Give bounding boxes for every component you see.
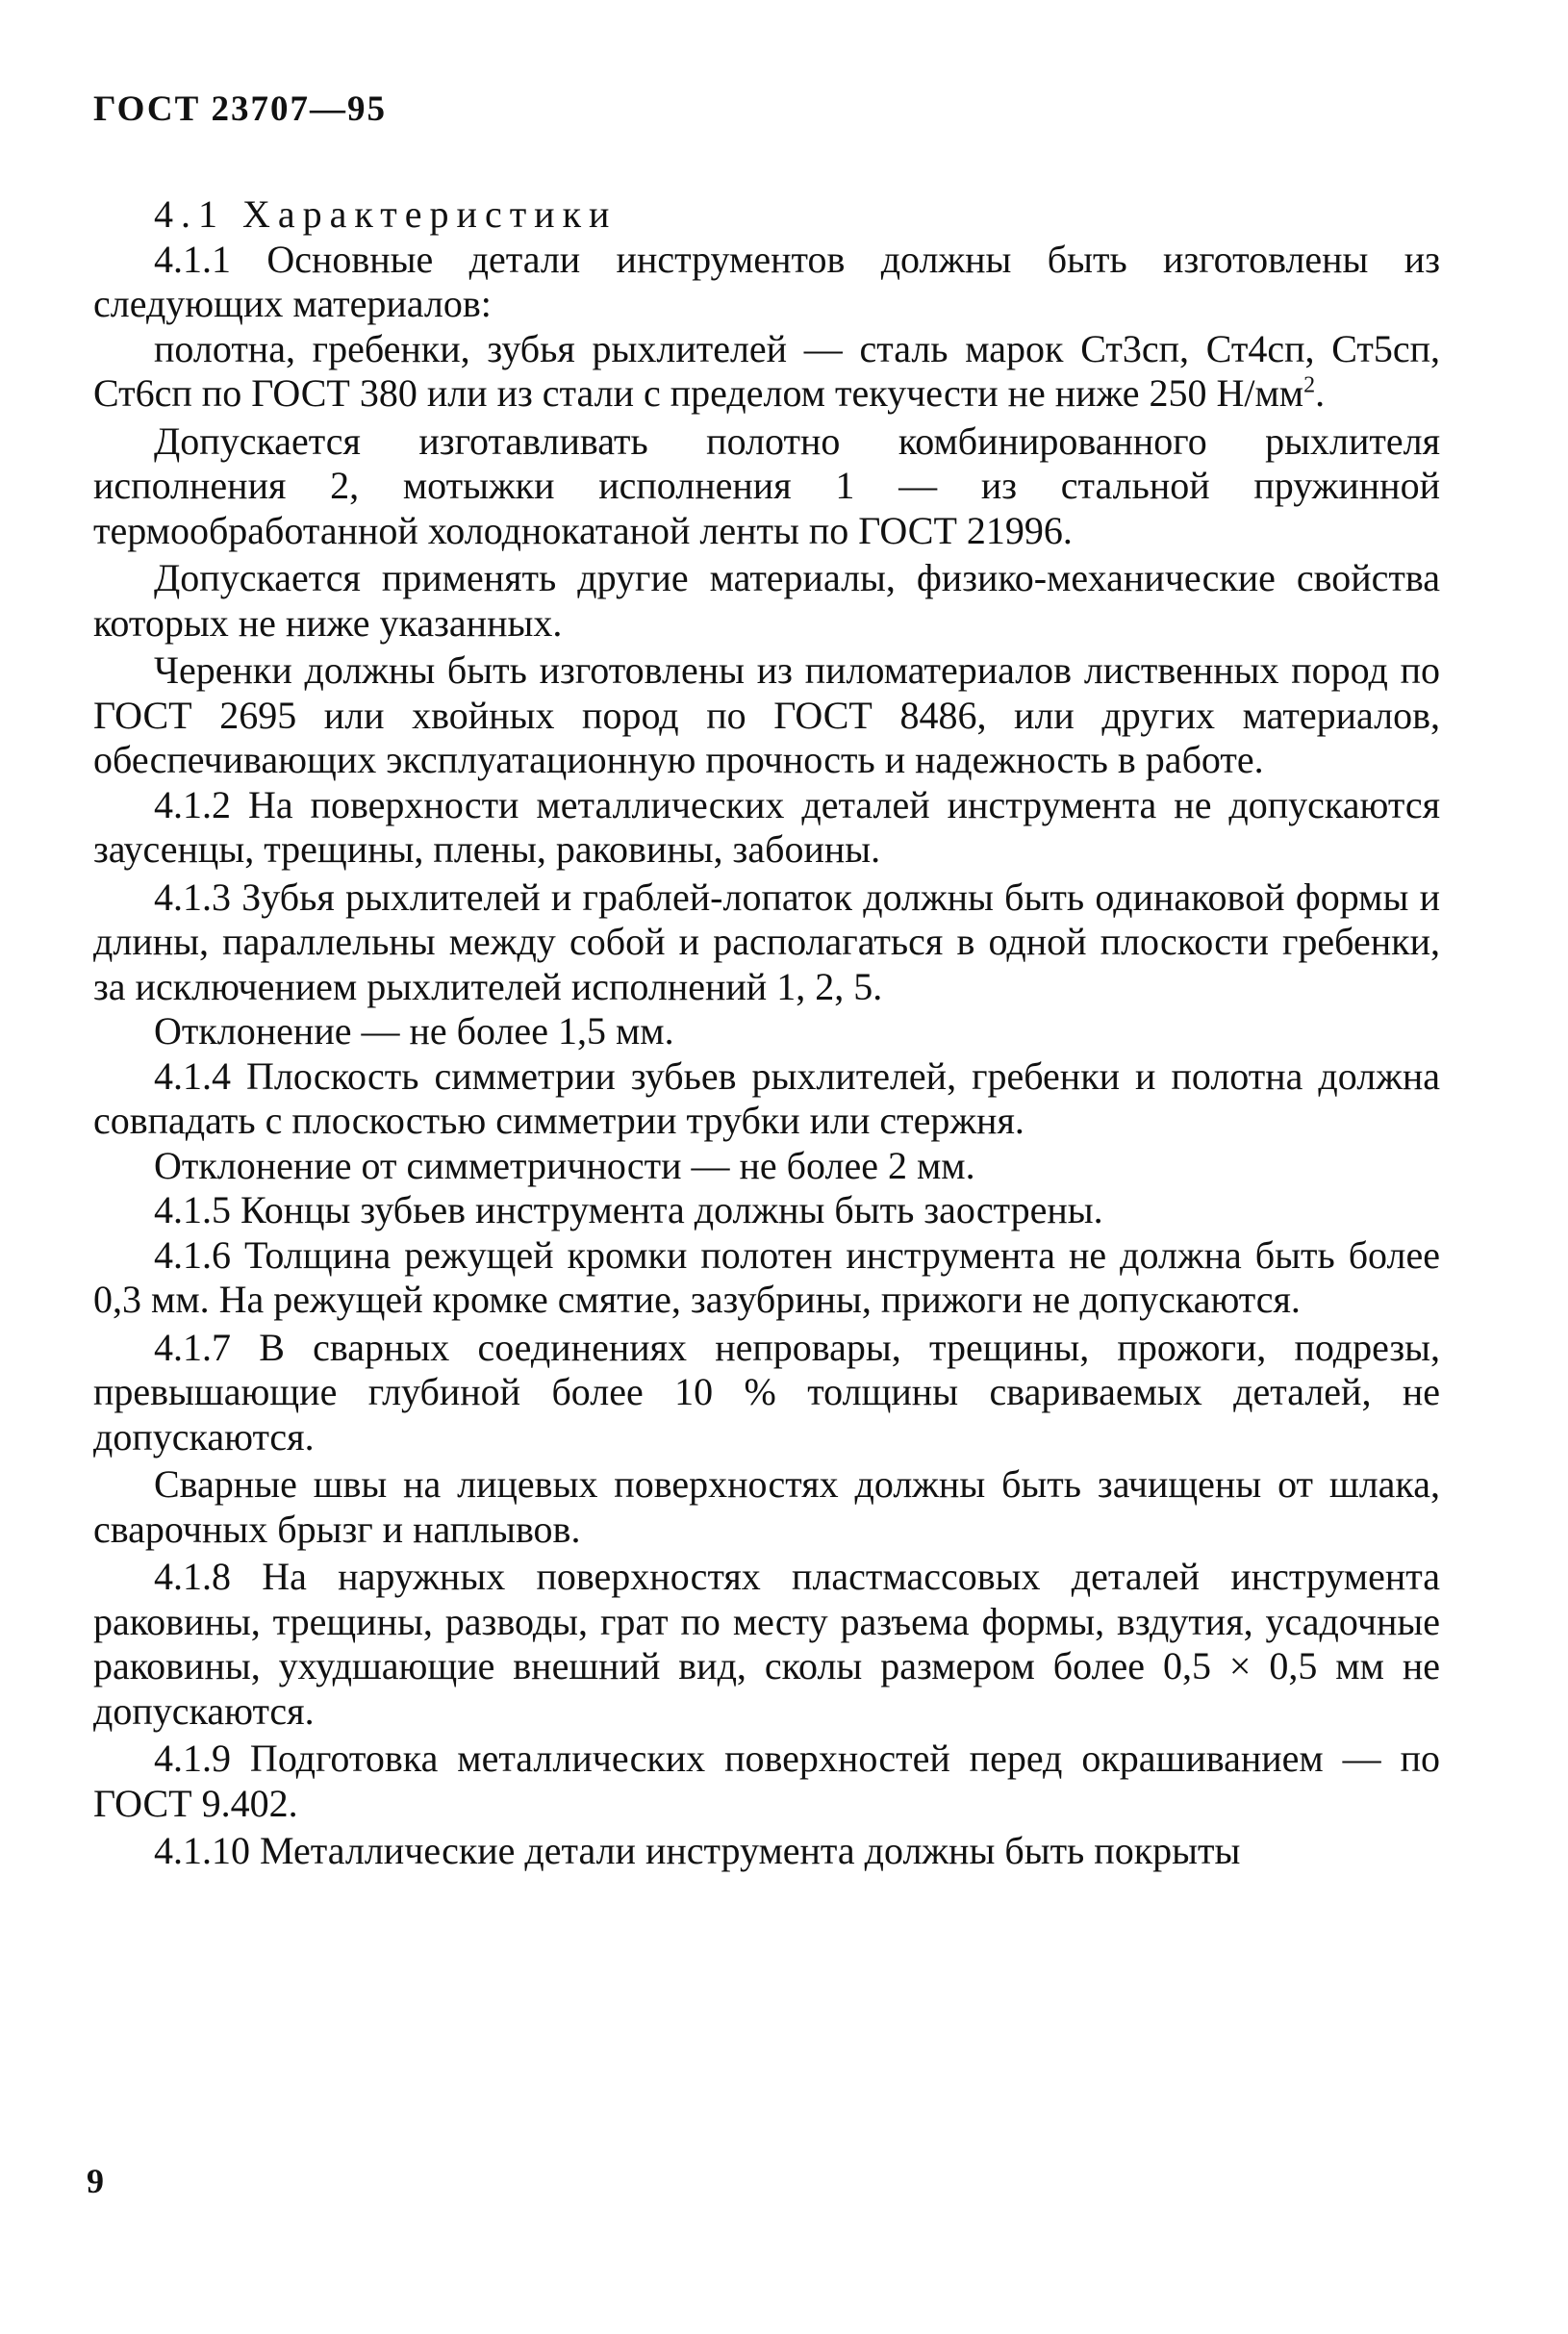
- paragraph-welds: Сварные швы на лицевых поверхностях должны быть зачищены от шлака, сварочных брызг и наплывов.: [93, 1462, 1440, 1551]
- document-code-header: ГОСТ 23707—95: [93, 89, 387, 129]
- paragraph-4-1-9: 4.1.9 Подготовка металлических поверхностей перед окрашиванием — по ГОСТ 9.402.: [93, 1737, 1440, 1825]
- paragraph-deviation-1: Отклонение — не более 1,5 мм.: [154, 1009, 674, 1053]
- paragraph-4-1-3: 4.1.3 Зубья рыхлителей и граблей-лопаток должны быть одинаковой формы и длины, параллельны между собой и располагаться в одной плоскости гребенки, за исключением рыхлителей исполнений 1, 2, 5.: [93, 875, 1440, 1008]
- paragraph-4-1-5: 4.1.5 Концы зубьев инструмента должны быть заострены.: [154, 1188, 1103, 1231]
- paragraph-materials-list: [93, 327, 1440, 417]
- paragraph-deviation-2: Отклонение от симметричности — не более 2 мм.: [154, 1143, 975, 1187]
- paragraph-4-1-2: 4.1.2 На поверхности металлических деталей инструмента не допускаются заусенцы, трещины, плены, раковины, забоины.: [93, 782, 1440, 871]
- paragraph-materials-end: .: [1315, 371, 1326, 415]
- document-body: [93, 192, 1440, 1874]
- paragraph-4-1-8: 4.1.8 На наружных поверхностях пластмассовых деталей инструмента раковины, трещины, разводы, грат по месту разъема формы, вздутия, усадочные раковины, ухудшающие внешний вид, сколы размером более 0,5 × 0,5 мм не допускаются.: [93, 1555, 1440, 1733]
- paragraph-handles: Черенки должны быть изготовлены из пиломатериалов лиственных пород по ГОСТ 2695 или хвойных пород по ГОСТ 8486, или других материалов, обеспечивающих эксплуатационную прочность и надежность в работе.: [93, 648, 1440, 781]
- paragraph-4-1-1: 4.1.1 Основные детали инструментов должны быть изготовлены из следующих материалов:: [93, 237, 1440, 325]
- paragraph-4-1-7: 4.1.7 В сварных соединениях непровары, трещины, прожоги, подрезы, превышающие глубиной более 10 % толщины свариваемых деталей, не допускаются.: [93, 1325, 1440, 1459]
- section-title: 4.1 Характеристики: [154, 192, 618, 236]
- paragraph-4-1-6: 4.1.6 Толщина режущей кромки полотен инструмента не должна быть более 0,3 мм. На режущей кромке смятие, зазубрины, прижоги не допускаются.: [93, 1232, 1440, 1321]
- paragraph-allowed-materials: Допускается применять другие материалы, физико-механические свойства которых не ниже указанных.: [93, 556, 1440, 645]
- paragraph-4-1-4: 4.1.4 Плоскость симметрии зубьев рыхлителей, гребенки и полотна должна совпадать с плоскостью симметрии трубки или стержня.: [93, 1053, 1440, 1142]
- paragraph-materials-text: полотна, гребенки, зубья рыхлителей — сталь марок Ст3сп, Ст4сп, Ст5сп, Ст6сп по ГОСТ 380 или из стали с пределом текучести не ниже 250 Н/мм: [93, 326, 1440, 415]
- page-number: 9: [87, 2162, 104, 2200]
- paragraph-4-1-10: 4.1.10 Металлические детали инструмента должны быть покрыты: [154, 1829, 1241, 1872]
- unit-superscript: 2: [1303, 372, 1316, 398]
- paragraph-allowed-tape: Допускается изготавливать полотно комбинированного рыхлителя исполнения 2, мотыжки исполнения 1 — из стальной пружинной термообработанной холоднокатаной ленты по ГОСТ 21996.: [93, 419, 1440, 552]
